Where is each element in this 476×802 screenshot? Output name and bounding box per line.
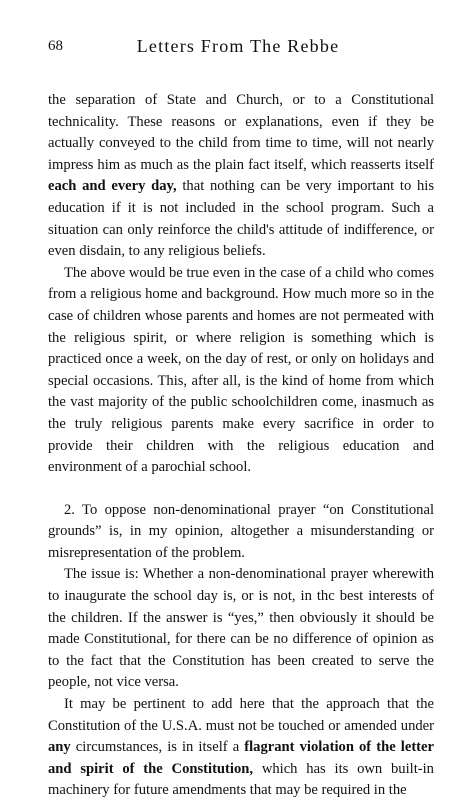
running-title: Letters From The Rebbe xyxy=(136,36,340,56)
emphasis-flagrant-violation: flagrant violation of the letter and spirit of the Constitution, xyxy=(48,739,434,777)
paragraph-1 xyxy=(48,90,434,263)
emphasis-each-and-every-day: each and every day, xyxy=(48,178,177,195)
body-text xyxy=(48,90,434,802)
page-number: 68 xyxy=(48,38,63,54)
paragraph-4: The issue is: Whether a non-denominational prayer wherewith to inaugurate the school day is, or is not, in thc best interests of the children. If the answer is “yes,” then obviously it should be made Constitutional, for there can be no difference of opinion as to the fact that the Constitution has been created to serve the people, not vice versa. xyxy=(48,566,434,691)
paragraph-1-text-1: the separation of State and Church, or to a Constitutional technicality. These reasons or explanations, even if they be actually conveyed to the child from time to time, will not nearly impress him as much as the plain fact itself, which reasserts itself xyxy=(48,92,434,173)
paragraph-2: The above would be true even in the case of a child who comes from a religious home and background. How much more so in the case of children whose parents and homes are not permeated with the religious spirit, or where religion is something which is practiced once a week, on the day of rest, or only on holidays and special occasions. This, after all, is the kind of home from which the vast majority of the public schoolchildren come, inasmuch as the truly religious parents make every sacrifice in order to provide their children with the religious education and environment of a parochial school. xyxy=(48,264,434,476)
paragraph-5 xyxy=(48,694,434,802)
page-header xyxy=(48,38,428,62)
paragraph-3: 2. To oppose non-denominational prayer “on Constitutional grounds” is, in my opinion, altogether a misunderstanding or misrepresentation of the problem. xyxy=(48,501,434,561)
paragraph-5-text-2: circumstances, is in itself a xyxy=(70,739,245,756)
paragraph-5-text-3: which has its own built-in machinery for future amendments that may be required in the xyxy=(48,760,434,799)
emphasis-any: any xyxy=(48,739,71,756)
paragraph-1-text-2: that nothing can be very important to his education if it is not included in the school program. Such a situation can only reinforce the child's attitude of indifference, or even disdain, to any religious beliefs. xyxy=(48,178,435,260)
paragraph-5-text-1: It may be pertinent to add here that the approach that the Constitution of the U.S.A. must not be touched or amended under xyxy=(48,696,434,734)
